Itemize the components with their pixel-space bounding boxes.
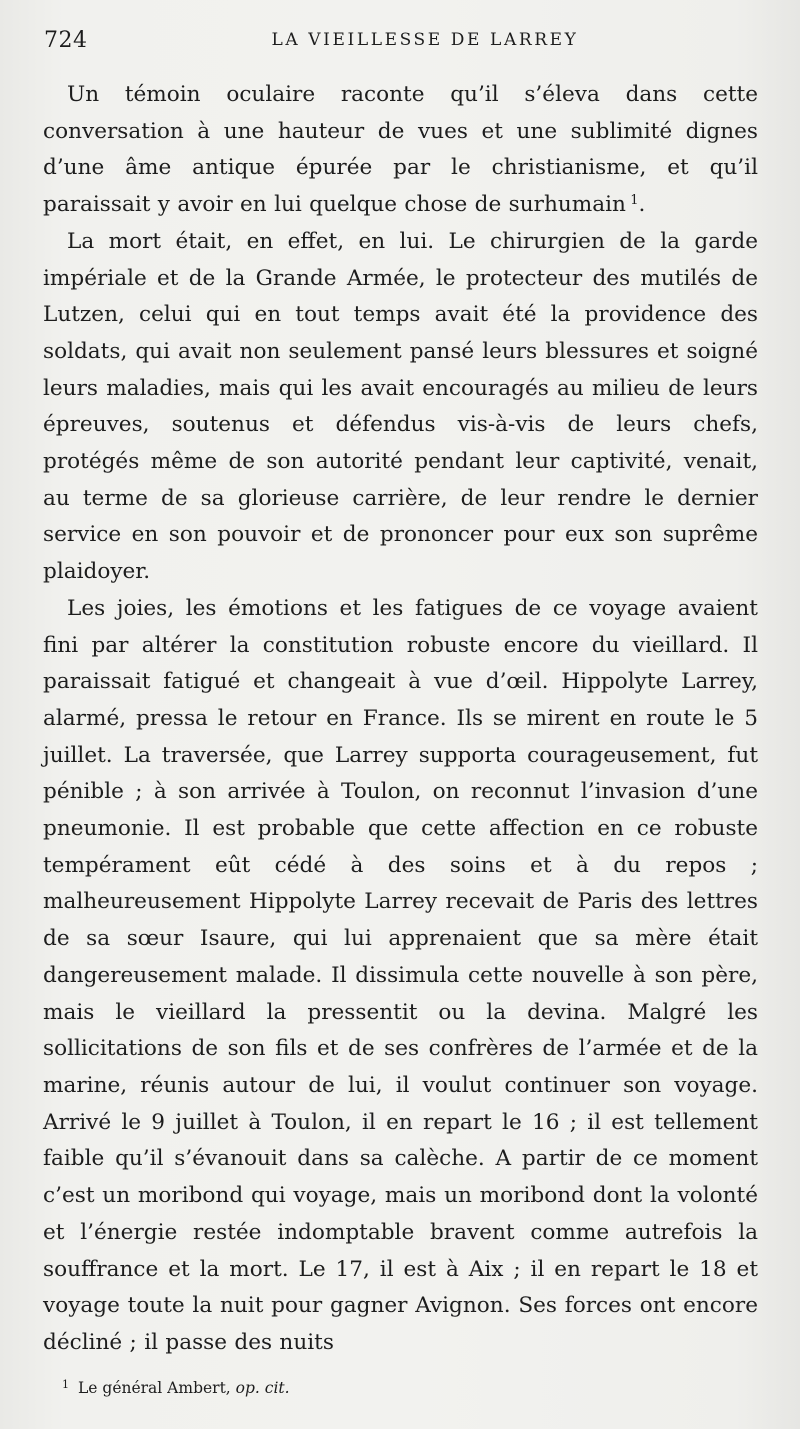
footnote <box>62 1374 762 1399</box>
paragraph-2: La mort était, en effet, en lui. Le chirurgien de la garde impériale et de la Grande Armée, le protecteur des mutilés de Lutzen, celui qui en tout temps avait été la providence des soldats, qui avait non seulement pansé leurs blessures et soigné leurs maladies, mais qui les avait encouragés au milieu de leurs épreuves, soutenus et défendus vis-à-vis de leurs chefs, protégés même de son autorité pendant leur captivité, venait, au terme de sa glorieuse carrière, de leur rendre le dernier service en son pouvoir et de prononcer pour eux son suprême plaidoyer. <box>43 228 758 585</box>
footnote-marker: 1 <box>62 1378 69 1391</box>
running-head <box>44 28 766 58</box>
body-text <box>43 77 758 1362</box>
footnote-reference[interactable]: 1 <box>630 193 639 209</box>
running-title: LA VIEILLESSE DE LARREY <box>271 30 579 50</box>
page-number: 724 <box>44 28 88 53</box>
paragraph-3: Les joies, les émotions et les fatigues de ce voyage avaient fini par altérer la constitution robuste encore du vieillard. Il paraissait fatigué et changeait à vue d’œil. Hippolyte Larrey, alarmé, pressa le retour en France. Ils se mirent en route le 5 juillet. La traversée, que Larrey supporta courageusement, fut pénible ; à son arrivée à Toulon, on reconnut l’invasion d’une pneumonie. Il est probable que cette affection en ce robuste tempérament eût cédé à des soins et à du repos ; malheureusement Hippolyte Larrey recevait de Paris des lettres de sa sœur Isaure, qui lui apprenaient que sa mère était dangereusement malade. Il dissimula cette nouvelle à son père, mais le vieillard la pressentit ou la devina. Malgré les sollicitations de son fils et de ses confrères de l’armée et de la marine, réunis autour de lui, il voulut continuer son voyage. Arrivé le 9 juillet à Toulon, il en repart le 16 ; il est tellement faible qu’il s’évanouit dans sa calèche. A partir de ce moment c’est un moribond qui voyage, mais un moribond dont la volonté et l’énergie restée indomptable bravent comme autrefois la souffrance et la mort. Le 17, il est à Aix ; il en repart le 18 et voyage toute la nuit pour gagner Avignon. Ses forces ont encore décliné ; il passe des nuits <box>43 595 758 1355</box>
footnote-text: Le général Ambert, <box>78 1379 236 1397</box>
paragraph-1-end: . <box>638 192 646 218</box>
paragraph-1-text: Un témoin oculaire raconte qu’il s’éleva dans cette conversation à une hauteur de vues et une sublimité dignes d’une âme antique épurée par le christianisme, et qu’il paraissait y avoir en lui quelque chose de surhumain <box>43 82 758 218</box>
paragraph-1 <box>43 77 758 224</box>
footnote-citation: op. cit. <box>235 1379 290 1397</box>
